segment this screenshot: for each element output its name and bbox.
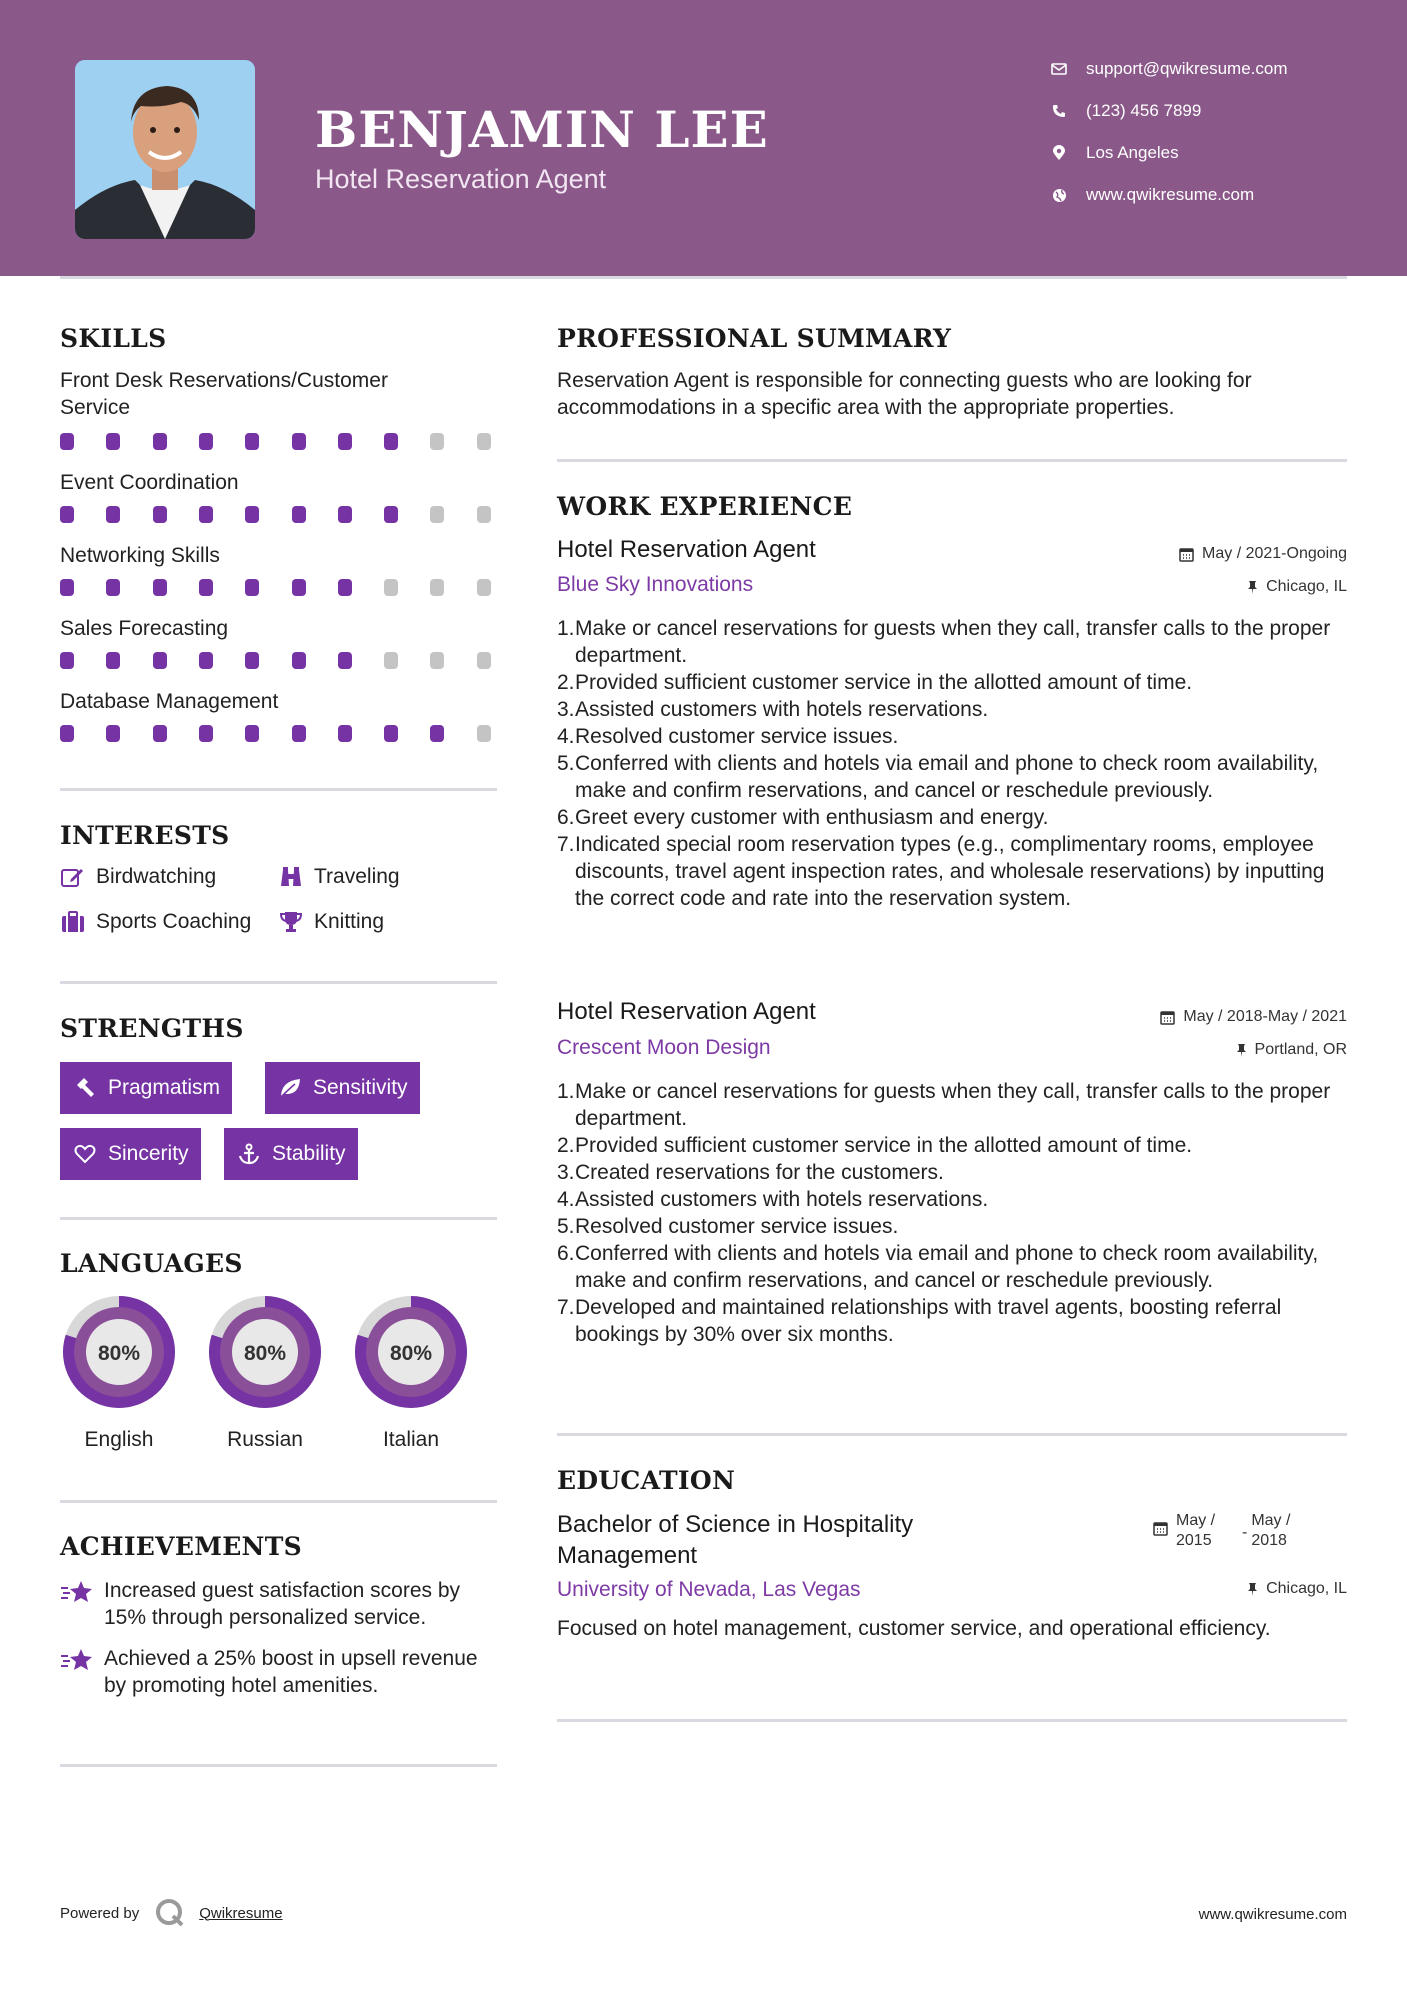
skill-dot-empty (477, 433, 491, 450)
duty-item: 6. Greet every customer with enthusiasm and energy. (557, 806, 1049, 829)
interest-label: Birdwatching (96, 865, 217, 888)
duty-item: 5. Resolved customer service issues. (557, 1215, 899, 1238)
skill-dot-filled (106, 725, 120, 742)
skill-dot-filled (199, 652, 213, 669)
pushpin-icon (1236, 1043, 1247, 1058)
skill-dot-filled (338, 433, 352, 450)
powered-by-text: Powered by (60, 1904, 140, 1922)
skill-dot-filled (292, 579, 306, 596)
language-ring (349, 1290, 473, 1414)
skill-dot-filled (384, 725, 398, 742)
skill-dot-filled (199, 579, 213, 596)
hammer-icon (72, 1075, 98, 1101)
skill-dot-filled (292, 506, 306, 523)
skill-dot-empty (384, 579, 398, 596)
skill-rating (60, 579, 500, 597)
star-icon (60, 1645, 104, 1699)
language-percent: 80% (389, 1342, 433, 1365)
job-duties (557, 615, 1357, 912)
skill-dot-filled (338, 725, 352, 742)
job-duties (557, 1078, 1357, 1348)
duty-item: 4. Assisted customers with hotels reservations. (557, 1188, 989, 1211)
degree-name: Bachelor of Science in Hospitality Management (557, 1511, 914, 1569)
section-divider (60, 1217, 497, 1220)
job-location (1236, 1041, 1347, 1059)
skill-dot-filled (106, 506, 120, 523)
skill-rating (60, 652, 500, 670)
interest-item (60, 909, 251, 935)
calendar-icon (1160, 1010, 1175, 1025)
skill-dot-filled (384, 506, 398, 523)
section-divider (60, 1764, 497, 1767)
footer-powered-by (60, 1898, 283, 1928)
skill-dot-empty (477, 725, 491, 742)
contact-website[interactable] (1050, 180, 1350, 210)
job-location-text: Portland, OR (1254, 1041, 1347, 1058)
strength-label: Sincerity (108, 1142, 189, 1165)
skill-dot-empty (430, 433, 444, 450)
pushpin-icon (1247, 580, 1258, 595)
skill-dot-filled (338, 506, 352, 523)
skill-name: Event Coordination (60, 471, 239, 494)
skill-rating (60, 433, 500, 451)
contact-location-text: Los Angeles (1086, 143, 1179, 162)
skill-dot-filled (292, 725, 306, 742)
language-percent: 80% (243, 1342, 287, 1365)
heart-icon (72, 1141, 98, 1167)
skill-dot-filled (153, 506, 167, 523)
job-location-text: Chicago, IL (1266, 578, 1347, 595)
language-ring (203, 1290, 327, 1414)
duty-item: 3. Created reservations for the customers. (557, 1161, 944, 1184)
summary-text: Reservation Agent is responsible for connecting guests who are looking for accommodations in a specific area with the appropriate properties. (557, 369, 1252, 419)
education-dates (1153, 1511, 1301, 1555)
language-gauge (57, 1290, 181, 1419)
header-divider (60, 276, 1347, 279)
job-dates-text: May / 2021-Ongoing (1202, 545, 1347, 562)
skill-dot-empty (477, 579, 491, 596)
skill-dot-filled (60, 579, 74, 596)
duty-item: 4. Resolved customer service issues. (557, 725, 899, 748)
skill-name: Sales Forecasting (60, 617, 229, 640)
skill-dot-filled (153, 652, 167, 669)
skill-rating (60, 506, 500, 524)
company-name: Crescent Moon Design (557, 1036, 771, 1059)
resume-header (0, 0, 1407, 276)
section-divider (60, 788, 497, 791)
skill-dot-empty (430, 506, 444, 523)
language-name: Russian (227, 1428, 303, 1451)
pushpin-icon (1247, 1582, 1258, 1597)
skill-dot-filled (245, 725, 259, 742)
skill-dot-filled (245, 652, 259, 669)
strength-label: Sensitivity (313, 1076, 408, 1099)
skill-dot-filled (292, 652, 306, 669)
skill-dot-filled (245, 506, 259, 523)
candidate-name: BENJAMIN LEE (315, 100, 769, 159)
duty-item: 7. Developed and maintained relationships with travel agents, boosting referral bookings by 30% over six months. (557, 1296, 1282, 1346)
job-title: Hotel Reservation Agent (557, 536, 816, 563)
duty-item: 1. Make or cancel reservations for guests when they call, transfer calls to the proper department. (557, 1080, 1331, 1130)
strength-tag (224, 1128, 358, 1180)
skill-dot-filled (153, 433, 167, 450)
skill-dot-filled (199, 433, 213, 450)
skill-dot-empty (430, 579, 444, 596)
contact-phone-text: (123) 456 7899 (1086, 101, 1202, 120)
skill-dot-filled (153, 579, 167, 596)
job-dates (1179, 545, 1347, 563)
strength-tag (60, 1062, 232, 1114)
strength-label: Pragmatism (108, 1076, 221, 1099)
section-divider (557, 459, 1347, 462)
footer-website[interactable]: www.qwikresume.com (1198, 1906, 1347, 1923)
skill-dot-empty (477, 652, 491, 669)
education-start: May / 2015 (1176, 1512, 1216, 1549)
skill-name: Networking Skills (60, 544, 220, 567)
globe-icon (1050, 186, 1068, 204)
skill-name: Database Management (60, 690, 279, 713)
skill-dot-filled (245, 579, 259, 596)
section-divider (557, 1433, 1347, 1436)
contact-email-text: support@qwikresume.com (1086, 59, 1288, 78)
trophy-icon (278, 909, 304, 935)
interests-heading: INTERESTS (60, 821, 230, 850)
skill-dot-empty (384, 652, 398, 669)
languages-heading: LANGUAGES (60, 1249, 243, 1278)
education-location-text: Chicago, IL (1266, 1580, 1347, 1597)
duty-item: 3. Assisted customers with hotels reservations. (557, 698, 989, 721)
education-location (1247, 1580, 1347, 1598)
skill-dot-filled (60, 506, 74, 523)
skill-dot-filled (106, 652, 120, 669)
education-end: May / 2018 (1251, 1512, 1291, 1549)
language-percent: 80% (97, 1342, 141, 1365)
duty-item: 5. Conferred with clients and hotels via email and phone to check room availability, make and confirm reservations, and cancel or reschedule previously. (557, 752, 1319, 802)
skill-name: Front Desk Reservations/Customer Service (60, 369, 388, 419)
experience-heading: WORK EXPERIENCE (557, 492, 853, 521)
skill-rating (60, 725, 500, 743)
interest-item (60, 864, 216, 890)
job-dates-text: May / 2018-May / 2021 (1183, 1008, 1347, 1025)
language-name: Italian (382, 1428, 440, 1451)
achievement-item (60, 1577, 500, 1631)
binoculars-icon (278, 864, 304, 890)
skill-dot-filled (60, 652, 74, 669)
duty-item: 2. Provided sufficient customer service in the allotted amount of time. (557, 671, 1193, 694)
achievement-item (60, 1645, 500, 1699)
skill-dot-filled (199, 506, 213, 523)
contact-email[interactable] (1050, 54, 1350, 84)
skill-dot-filled (338, 652, 352, 669)
interest-label: Sports Coaching (96, 910, 252, 933)
pencil-square-icon (60, 864, 86, 890)
contact-location (1050, 138, 1350, 168)
job-location (1247, 578, 1347, 596)
leaf-icon (277, 1075, 303, 1101)
achievement-text: Achieved a 25% boost in upsell revenue by promoting hotel amenities. (104, 1647, 478, 1697)
skill-dot-filled (245, 433, 259, 450)
skill-dot-empty (430, 652, 444, 669)
skill-dot-filled (430, 725, 444, 742)
star-icon (60, 1577, 104, 1631)
achievements-heading: ACHIEVEMENTS (60, 1532, 302, 1561)
duty-item: 6. Conferred with clients and hotels via email and phone to check room availability, make and confirm reservations, and cancel or reschedule previously. (557, 1242, 1319, 1292)
contact-website-text: www.qwikresume.com (1086, 185, 1255, 204)
language-gauge (349, 1290, 473, 1419)
strength-tag (60, 1128, 201, 1180)
calendar-icon (1179, 547, 1194, 562)
skill-dot-empty (477, 506, 491, 523)
skill-dot-filled (153, 725, 167, 742)
language-name: English (84, 1428, 154, 1451)
section-divider (557, 1719, 1347, 1722)
skills-heading: SKILLS (60, 324, 167, 353)
interest-label: Traveling (314, 865, 400, 888)
date-separator: - (1242, 1524, 1248, 1541)
interest-item (278, 864, 400, 890)
skill-dot-filled (292, 433, 306, 450)
strength-tag (265, 1062, 420, 1114)
summary-heading: PROFESSIONAL SUMMARY (557, 324, 952, 353)
candidate-title: Hotel Reservation Agent (315, 164, 607, 194)
contact-phone[interactable] (1050, 96, 1350, 126)
skill-dot-filled (384, 433, 398, 450)
interest-label: Knitting (314, 910, 385, 933)
duty-item: 7. Indicated special room reservation types (e.g., complimentary rooms, employee discounts, travel agent inspection rates, and wholesale reservations) by inputting the correct code and rate into the reservation system. (557, 833, 1325, 910)
skill-dot-filled (338, 579, 352, 596)
strengths-heading: STRENGTHS (60, 1014, 244, 1043)
profile-photo (75, 60, 255, 239)
job-dates (1160, 1008, 1347, 1026)
skill-dot-filled (60, 725, 74, 742)
language-gauge (203, 1290, 327, 1419)
language-ring (57, 1290, 181, 1414)
section-divider (60, 1500, 497, 1503)
section-divider (60, 981, 497, 984)
education-heading: EDUCATION (557, 1466, 736, 1495)
education-description: Focused on hotel management, customer service, and operational efficiency. (557, 1617, 1271, 1640)
skill-dot-filled (106, 579, 120, 596)
achievement-text: Increased guest satisfaction scores by 15% through personalized service. (104, 1579, 461, 1629)
calendar-icon (1153, 1521, 1168, 1536)
skill-dot-filled (106, 433, 120, 450)
interest-item (278, 909, 384, 935)
duty-item: 2. Provided sufficient customer service in the allotted amount of time. (557, 1134, 1193, 1157)
envelope-icon (1050, 60, 1068, 78)
school-name: University of Nevada, Las Vegas (557, 1578, 861, 1601)
job-title: Hotel Reservation Agent (557, 998, 816, 1025)
skill-dot-filled (60, 433, 74, 450)
brand-link[interactable]: Qwikresume (199, 1904, 283, 1922)
briefcase-icon (60, 909, 86, 935)
company-name: Blue Sky Innovations (557, 573, 754, 596)
phone-icon (1050, 102, 1068, 120)
skill-dot-filled (199, 725, 213, 742)
qwikresume-logo-icon (155, 1898, 185, 1928)
duty-item: 1. Make or cancel reservations for guests when they call, transfer calls to the proper department. (557, 617, 1331, 667)
map-pin-icon (1050, 144, 1068, 162)
anchor-icon (236, 1141, 262, 1167)
strength-label: Stability (272, 1142, 346, 1165)
